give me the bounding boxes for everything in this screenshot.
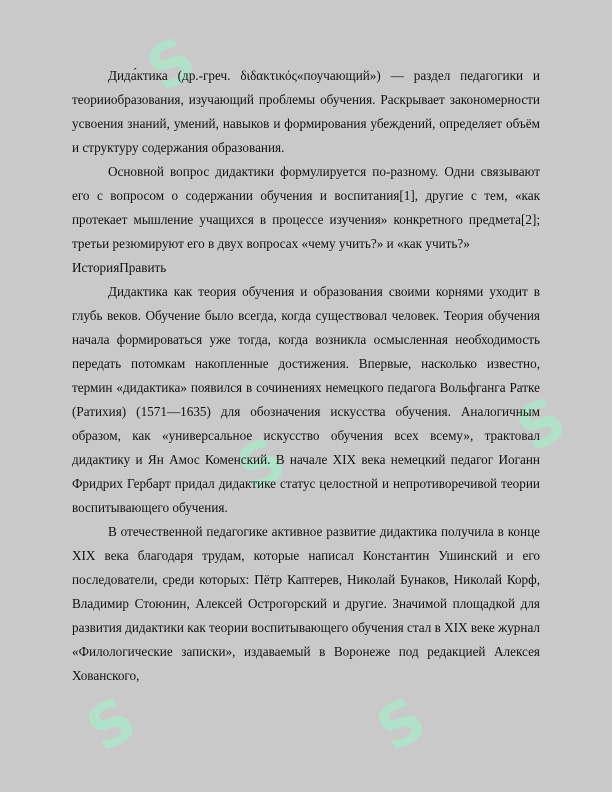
watermark-glyph: S xyxy=(135,23,208,107)
main-question-paragraph: Основной вопрос дидактики формулируется по-разному. Одни связывают его с вопросом о содержании обучения и воспитания[1], другие с тем, «как протекает мышление учащихся в процессе изучения» конкретного предмета[2]; третьи резюмируют его в двух вопросах «чему учить?» и «как учить?» xyxy=(72,164,540,251)
watermark-glyph: S xyxy=(505,383,578,467)
history-paragraph: Дидактика как теория обучения и образования своими корнями уходит в глубь веков. Обучение было всегда, когда существовал человек. Теория обучения начала формироваться уже тогда, когда возникла осмысленная необходимость передать потомкам накопленные достижения. Впервые, насколько известно, термин «дидактика» появился в сочинениях немецкого педагога Вольфганга Ратке (Ратихия) (1571—1635) для обозначения искусства обучения. Аналогичным образом, как «универсальное искусство обучения всех всему», трактовал дидактику и Ян Амос Коменский. В начале XIX века немецкий педагог Иоганн Фридрих Гербарт придал дидактике статус целостной и непротиворечивой теории воспитывающего обучения. xyxy=(72,284,540,515)
watermark-glyph: S xyxy=(225,423,298,507)
watermark-glyph: S xyxy=(75,683,148,767)
section-heading-history[interactable]: ИсторияПравить xyxy=(72,260,167,275)
history-paragraph: В отечественной педагогике активное развитие дидактика получила в конце XIX века благодаря трудам, которые написал Константин Ушинский и его последователи, среди которых: Пётр Каптерев, Николай Бунаков, Николай Корф, Владимир Стоюнин, Алексей Острогорский и другие. Значимой площадкой для развития дидактики как теории воспитывающего обучения стал в XIX веке журнал «Филологические записки», издаваемый в Воронеже под редакцией Алексея Хованского, xyxy=(72,524,541,683)
intro-paragraph: Дида́ктика (др.-греч. διδακτικός«поучающий») — раздел педагогики и теорииобразования, изучающий проблемы обучения. Раскрывает закономерности усвоения знаний, умений, навыков и формирования убеждений, определяет объём и структуру содержания образования. xyxy=(72,68,540,155)
watermark-glyph: S xyxy=(365,683,438,767)
document-page xyxy=(72,64,540,688)
